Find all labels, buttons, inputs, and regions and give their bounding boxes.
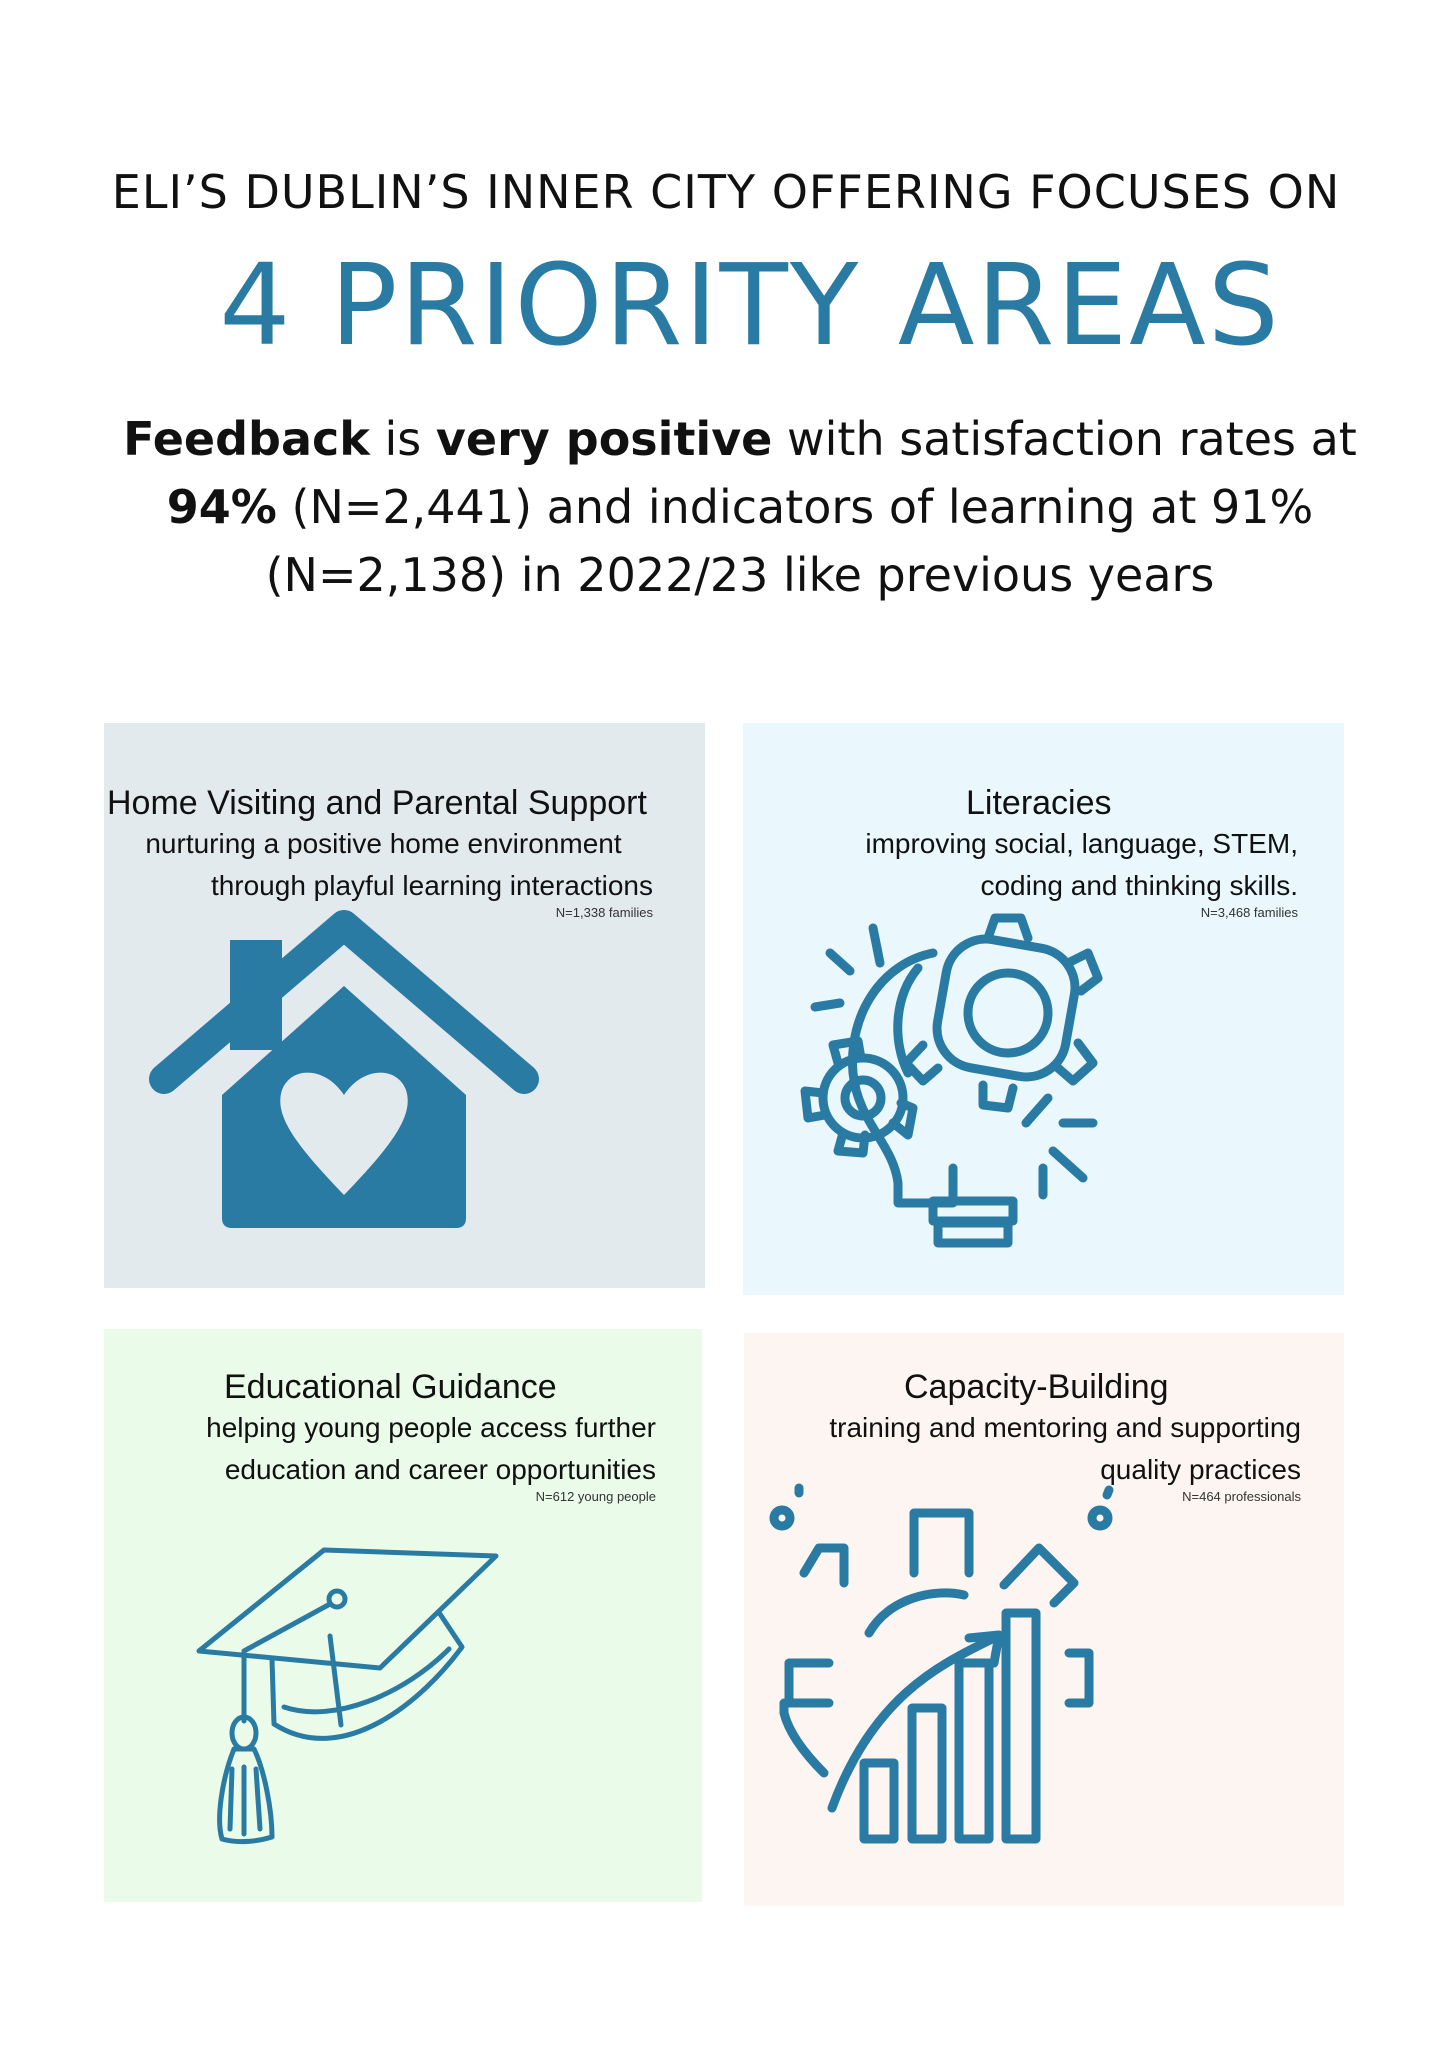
- feedback-text-1: is: [369, 412, 436, 466]
- area-description-line-2: through playful learning interactions: [210, 870, 653, 901]
- area-card-educational-guidance: [104, 1329, 702, 1902]
- area-count: N=1,338 families: [555, 905, 653, 920]
- feedback-text-3: (N=2,441) and indicators of learning at 91% (N=2,138) in 2022/23 like previous years: [265, 480, 1314, 602]
- area-description-line-2: quality practices: [1100, 1454, 1301, 1485]
- area-card-literacies: [743, 723, 1344, 1295]
- page-kicker: ELI’S DUBLIN’S INNER CITY OFFERING FOCUSES ON: [111, 165, 1341, 219]
- satisfaction-rate: 94%: [166, 480, 277, 534]
- area-card-capacity-building: [744, 1333, 1344, 1906]
- area-count: N=612 young people: [535, 1489, 656, 1504]
- area-description-line-1: improving social, language, STEM,: [865, 828, 1298, 859]
- area-description-line-2: education and career opportunities: [224, 1454, 656, 1485]
- house-heart-icon: [104, 723, 705, 1288]
- area-description-line-1: helping young people access further: [206, 1412, 656, 1443]
- lightbulb-gears-icon: [743, 723, 1344, 1295]
- area-description-line-1: training and mentoring and supporting: [829, 1412, 1301, 1443]
- graduation-cap-icon: [104, 1329, 702, 1902]
- feedback-summary: [100, 405, 1380, 609]
- page-headline: 4 PRIORITY AREAS: [219, 241, 1281, 371]
- feedback-text-2: with satisfaction rates at: [772, 412, 1357, 466]
- area-count: N=464 professionals: [1182, 1489, 1301, 1504]
- gear-growth-chart-icon: [744, 1333, 1344, 1906]
- area-description-line-2: coding and thinking skills.: [980, 870, 1298, 901]
- area-title: Educational Guidance: [224, 1368, 557, 1406]
- area-count: N=3,468 families: [1200, 905, 1298, 920]
- area-description-line-1: nurturing a positive home environment: [145, 828, 622, 859]
- area-card-home-visiting: [104, 723, 705, 1288]
- area-title: Literacies: [966, 784, 1112, 822]
- area-title: Home Visiting and Parental Support: [107, 784, 647, 822]
- feedback-word: Feedback: [123, 412, 370, 466]
- very-positive-text: very positive: [435, 412, 773, 466]
- area-title: Capacity-Building: [904, 1368, 1169, 1406]
